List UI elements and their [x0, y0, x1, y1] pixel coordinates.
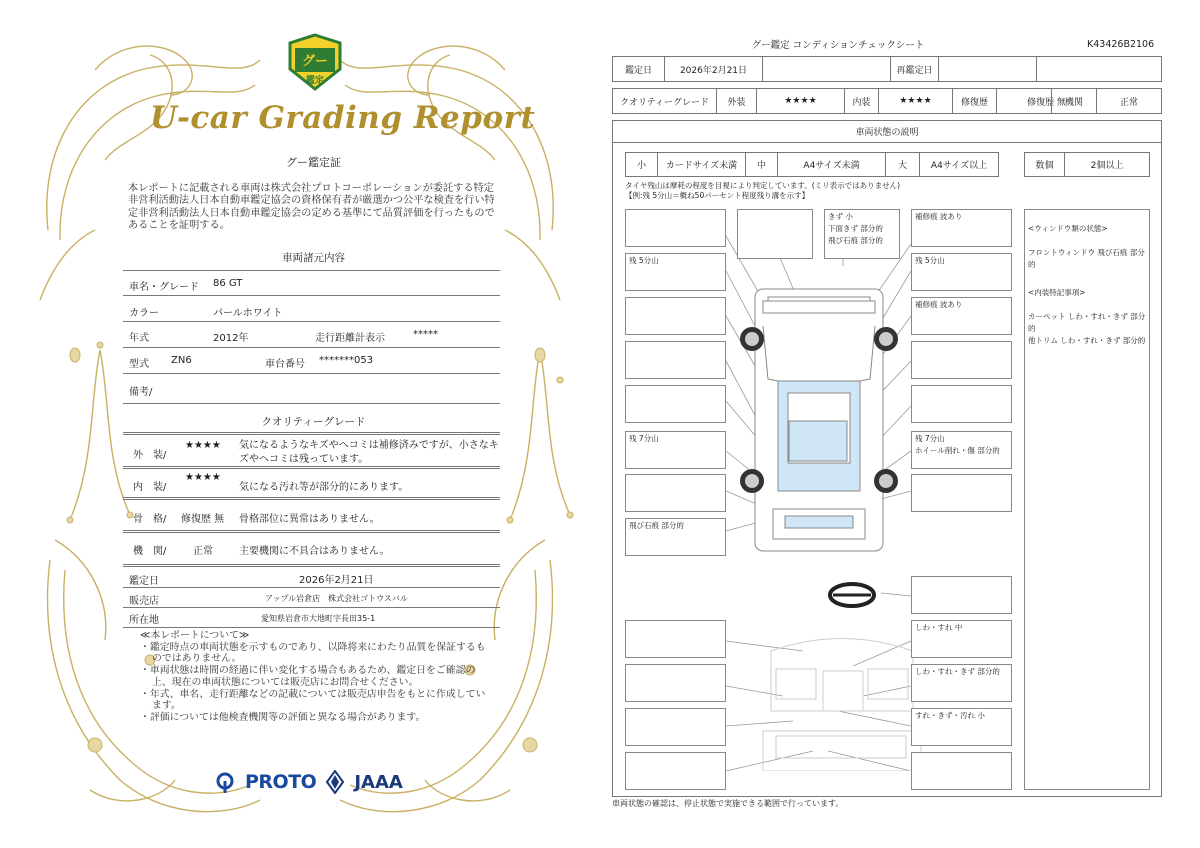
quality-label: クオリティーグレード: [613, 89, 717, 113]
callout-text: しわ・すれ・きず 部分的: [915, 667, 1000, 676]
spec-row-remarks: [123, 375, 500, 404]
callout-text: 残 5分山: [915, 256, 945, 265]
reinspect-label: 再鑑定日: [891, 57, 939, 81]
detail-row-address: [123, 608, 500, 628]
cursive-report-title: U-car Grading Report: [150, 100, 536, 136]
callout-box: [625, 385, 726, 423]
legend-count: 数個: [1025, 153, 1065, 176]
spec-section-title: 車両諸元内容: [282, 252, 345, 264]
steering-wheel-icon: [830, 584, 874, 606]
callout-box: [737, 209, 813, 259]
exterior-text: 気になるようなキズやヘコミは補修済みですが、小さなキズやヘコミは残っています。: [239, 440, 499, 465]
callout-box: [625, 297, 726, 335]
year-value: 2012年: [213, 333, 249, 344]
spec-row-color: [123, 297, 500, 322]
proto-logo-text: PROTO: [245, 771, 317, 793]
callout-text: 補修痕 波あり: [915, 212, 963, 221]
callout-box: [625, 708, 726, 746]
engine-text: 主要機関に不具合はありません。: [239, 546, 390, 557]
engine-label: 機 関/: [133, 546, 167, 557]
callout-box-tire-rear-left: [625, 431, 726, 469]
chassis-value: *******053: [319, 355, 374, 366]
callout-text: 残 7分山: [629, 434, 659, 443]
divider: [123, 530, 500, 533]
callout-text: 補修痕 波あり: [915, 300, 963, 309]
name-value: 86 GT: [213, 278, 243, 289]
jaaa-logo-icon: [326, 770, 344, 794]
date-value: 2026年2月21日: [299, 575, 374, 586]
date-label: 鑑定日: [613, 57, 665, 81]
report-notes: [140, 630, 495, 724]
certificate-title: グー鑑定証: [286, 156, 341, 169]
model-label: 型式: [129, 359, 149, 370]
callout-box: [911, 341, 1012, 379]
callout-box: [625, 209, 726, 247]
name-label: 車名・グレード: [129, 282, 199, 293]
callout-box: [625, 341, 726, 379]
goo-badge-icon: [286, 33, 344, 91]
chassis-label: 車台番号: [265, 359, 305, 370]
engine-label: 機関: [1051, 89, 1097, 113]
quality-row-exterior: [123, 438, 500, 468]
frame-label: 骨 格/: [133, 514, 167, 525]
callout-box-top-center: [824, 209, 900, 259]
quality-section-title: クオリティーグレード: [261, 416, 366, 428]
tire-note: タイヤ残山は摩耗の程度を目視により判定しています。(ミリ表示ではありません): [625, 181, 901, 190]
model-value: ZN6: [171, 355, 192, 366]
divider: [123, 432, 500, 435]
callout-box: [625, 474, 726, 512]
spec-row-name: [123, 271, 500, 296]
spec-row-model: [123, 349, 500, 374]
divider: [123, 466, 500, 469]
callout-text: きず 小 下面きず 部分的 飛び石痕 部分的: [828, 212, 883, 245]
callout-text: 残 5分山: [629, 256, 659, 265]
note-item: ・年式、車名、走行距離などの記載については販売店申告をもとに作成しています。: [140, 688, 486, 712]
tire-example: 【例:残 5分山＝概ね50パーセント程度残り溝を示す】: [625, 191, 810, 200]
blank-cell: [763, 57, 891, 81]
interior-stars: ★★★★: [185, 472, 221, 483]
goo-appraisal-badge: [286, 33, 344, 95]
legend-small: 小: [626, 153, 658, 176]
svg-text:グー: グー: [301, 54, 329, 69]
callout-box-interior-3: [911, 708, 1012, 746]
quality-row-interior: [123, 470, 500, 496]
engine-value: 正常: [193, 546, 213, 557]
interior-text: 気になる汚れ等が部分的にあります。: [239, 482, 409, 493]
spec-row-year: [123, 323, 500, 348]
jaaa-logo-text: JAAA: [354, 771, 403, 793]
certificate-intro: 本レポートに記載される車両は株式会社プロトコーポレーションが委託する特定非営利活動法人日本自動車鑑定協会の資格保有者が厳選かつ公平な検査を行い特定非営利活動法人日本自動車鑑定協会の定める基準にて品質評価を行ったものであることを証明する。: [128, 183, 495, 231]
callout-box: [625, 620, 726, 658]
condition-check-sheet: [600, 0, 1200, 848]
window-title: <ウィンドウ類の状態>: [1028, 224, 1108, 233]
callout-box-left-bottom: [625, 518, 726, 556]
frame-text: 骨格部位に異常はありません。: [239, 514, 380, 525]
frame-value: 修復歴 無: [181, 514, 225, 525]
callout-box-tire-rear-right: [911, 431, 1012, 469]
callout-text: すれ・きず・汚れ 小: [915, 711, 985, 720]
svg-text:鑑定: 鑑定: [305, 76, 325, 86]
brand-logos: [215, 770, 403, 794]
blank-cell: [1037, 57, 1161, 81]
legend-count-desc: 2個以上: [1090, 161, 1124, 171]
callout-box: [911, 576, 1012, 614]
legend-medium-desc: A4サイズ未満: [778, 153, 886, 176]
remarks-label: 備考/: [129, 387, 153, 398]
note-item: ・評価については他検査機関等の評価と異なる場合があります。: [140, 711, 426, 723]
exterior-label: 外装: [717, 89, 757, 113]
date-row: [612, 56, 1162, 82]
detail-row-dealer: [123, 588, 500, 608]
interior-label: 内装: [845, 89, 879, 113]
color-label: カラー: [129, 308, 159, 319]
interior-label: 内 装/: [133, 482, 167, 493]
date-label: 鑑定日: [129, 576, 159, 587]
repair-value: 修復歴 無: [997, 89, 1097, 113]
dealer-value: アップル岩倉店 株式会社ゴトウスバル: [265, 594, 408, 603]
divider: [123, 497, 500, 500]
callout-box: [911, 474, 1012, 512]
callout-box-right-1: [911, 209, 1012, 247]
date-value: 2026年2月21日: [665, 57, 763, 81]
dealer-label: 販売店: [129, 596, 159, 607]
address-value: 愛知県岩倉市大地町字長田35-1: [261, 614, 376, 623]
interior-title: <内装特記事項>: [1028, 288, 1086, 297]
sheet-id: K43426B2106: [1087, 39, 1155, 50]
special-notes-panel: [1024, 209, 1150, 790]
address-label: 所在地: [129, 615, 159, 626]
callout-text: しわ・すれ 中: [915, 623, 963, 632]
callout-box-interior-1: [911, 620, 1012, 658]
window-text: フロントウィンドウ 飛び石痕 部分的: [1028, 248, 1145, 269]
color-value: パールホワイト: [213, 308, 283, 319]
repair-label: 修復歴: [953, 89, 997, 113]
notes-title: ≪本レポートについて≫: [140, 630, 250, 641]
proto-logo-icon: [215, 771, 235, 793]
mileage-value: *****: [413, 329, 438, 340]
legend-medium: 中: [746, 153, 778, 176]
legend-large: 大: [886, 153, 920, 176]
quality-row-engine: [123, 535, 500, 561]
condition-diagram-panel: [612, 120, 1162, 797]
interior-stars: ★★★★: [879, 89, 953, 113]
sheet-footer: 車両状態の確認は、停止状態で実施できる範囲で行っています。: [612, 799, 844, 808]
callout-box: [911, 385, 1012, 423]
year-label: 年式: [129, 333, 149, 344]
callout-text: 残 7分山 ホイール削れ・傷 部分的: [915, 434, 1000, 455]
exterior-label: 外 装/: [133, 450, 167, 461]
callout-box: [625, 664, 726, 702]
note-item: ・鑑定時点の車両状態を示すものであり、以降将来にわたり品質を保証するものではありません。: [140, 641, 486, 665]
mileage-label: 走行距離計表示: [315, 333, 385, 344]
sheet-title: グー鑑定 コンディションチェックシート: [751, 40, 925, 51]
callout-text: 飛び石痕 部分的: [629, 521, 684, 530]
legend-small-desc: カードサイズ未満: [658, 153, 746, 176]
legend-large-desc: A4サイズ以上: [930, 161, 988, 171]
note-item: ・車両状態は時間の経過に伴い変化する場合もあるため、鑑定日をご確認の上、現在の車両状態については販売店にお問合せください。: [140, 665, 476, 688]
exterior-stars: ★★★★: [757, 89, 845, 113]
quality-row-frame: [123, 502, 500, 528]
interior-text: カーペット しわ・すれ・きず 部分的 他トリム しわ・すれ・きず 部分的: [1028, 312, 1146, 345]
quality-row: [612, 88, 1162, 114]
callout-box: [911, 752, 1012, 790]
callout-box-tire-front-right: [911, 253, 1012, 291]
detail-row-date: [123, 567, 500, 588]
callout-box-tire-front-left: [625, 253, 726, 291]
exterior-stars: ★★★★: [185, 440, 221, 451]
engine-value: 正常: [1119, 97, 1138, 108]
callout-box: [625, 752, 726, 790]
callout-box-right-3: [911, 297, 1012, 335]
explain-title: 車両状態の説明: [613, 121, 1161, 143]
callout-box-interior-2: [911, 664, 1012, 702]
reinspect-value: [939, 57, 1037, 81]
